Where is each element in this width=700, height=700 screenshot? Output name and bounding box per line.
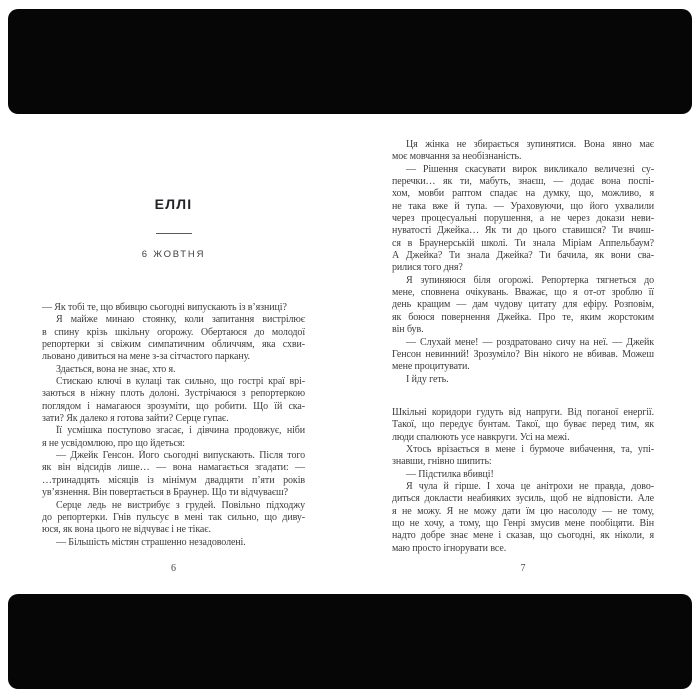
text-line: Стискаю ключі в кулаці так сильно, що гострі краї врі-: [56, 376, 305, 388]
text-line: не така вже й тупа. — Ураховуючи, що його ухвалили: [392, 200, 654, 212]
text-line: через процесуальні порушення, а не через докази неви-: [392, 213, 654, 225]
text-line: Я майже минаю стоянку, коли запитання вистрілює: [56, 314, 305, 326]
text-line: я не усвідомлюю, про що йдеться:: [42, 437, 185, 449]
text-line: заються в ніжну плоть долоні. Зустрічаюся з репортеркою: [42, 388, 305, 400]
text-line: надто добре знає мене і сказав, що сьогодні, як ніколи, я: [392, 530, 654, 542]
text-line: день кращим — дам чудову цитату для ефіру. Розповім,: [392, 299, 654, 311]
left-page: [42, 0, 305, 700]
text-line: — Як тобі те, що вбивцю сьогодні випускають із в’язниці?: [42, 302, 287, 313]
text-line: — Рішення скасувати вирок викликало величезні су-: [406, 163, 654, 175]
text-line: Я зупиняюся біля огорожі. Репортерка тягнеться до: [406, 274, 654, 286]
text-line: ув’язнення. Він повертається в Браунер. Що ти відчуваєш?: [42, 487, 288, 499]
text-line: маю просто ігнорувати все.: [392, 542, 507, 554]
right-page-number: 7: [520, 563, 526, 574]
text-line: Ця жінка не збирається зупинятися. Вона явно має: [406, 139, 654, 150]
text-line: він був.: [392, 324, 424, 336]
text-line: Серце ледь не вистрибує з грудей. Повільно підходжу: [56, 499, 305, 511]
right-page-text-section-1: [392, 139, 654, 386]
text-line: поглядом і намагаюся зрозуміти, що робити. Що їй ска-: [42, 400, 305, 412]
text-line: — Слухай мене! — роздратовано сичу на неї. — Джейк: [406, 336, 654, 348]
text-line: рилися того дня?: [392, 262, 463, 274]
text-line: люди спалюють усе навкруги. Усі на межі.: [392, 431, 570, 443]
text-line: льовано дивиться на мене з-за сітчастого паркану.: [42, 351, 250, 363]
text-line: репортерки зі свіжим симпатичним обличчям, яка схви-: [42, 339, 305, 351]
text-line: зати? Як далеко я готова зайти? Серце гупає.: [42, 413, 229, 425]
text-line: — Більшість містян страшенно незадоволені.: [56, 536, 246, 548]
chapter-date: 6 ЖОВТНЯ: [141, 249, 206, 260]
text-line: А Джейка? Ти знала Джейка? Ти бачила, як вони сва-: [392, 250, 654, 262]
text-line: ся в Браунерській школі. Ти знала Міріам Аппельбаум?: [392, 237, 654, 249]
text-line: я не можу. Я не можу дати їм цю насолоду — не тому,: [392, 505, 654, 517]
text-line: моє мовчання за необізнаність.: [392, 151, 522, 163]
right-page: [392, 0, 654, 700]
text-line: Я чула й гірше. І хоча це анітрохи не правда, дово-: [406, 481, 654, 493]
left-page-text: [42, 302, 305, 549]
text-line: як він відсидів лише… — вона намагається згадати: —: [42, 462, 305, 474]
text-line: …тринадцять місяців із мінімум двадцяти п’яти років: [42, 474, 305, 486]
text-line: як боюся повернення Джейка. Про те, яким жорстоким: [392, 311, 654, 323]
text-line: мене процитувати.: [392, 361, 470, 373]
text-line: нуватості Джейка… Як ти до цього ставишся? Ти вчиш-: [392, 225, 654, 237]
text-line: мене, сповнена очікувань. Вважає, що я от-от зроблю її: [392, 287, 654, 299]
text-line: диться докласти неабияких зусиль, щоб не відповісти. Але: [392, 493, 654, 505]
text-line: до репортерки. Гнів пульсує в мені так сильно, що диву-: [42, 511, 305, 523]
right-page-text-section-2: [392, 407, 654, 555]
text-line: хом, мовби раптом спадає на думку, що, можливо, я: [392, 188, 654, 200]
text-line: Хтось врізається в мене і бурмоче вибачення, та, упі-: [406, 444, 654, 456]
text-line: Такої, що передує бунтам. Такої, що буває перед тим, як: [392, 419, 654, 431]
text-line: — Джейк Генсон. Його сьогодні випускають. Після того: [56, 450, 305, 462]
text-line: перечки… як ти, мабуть, знаєш, — додає вона поспі-: [392, 176, 654, 188]
text-line: що не хочу, а тому, що Генрі змусив мене пообіцяти. Він: [392, 518, 654, 530]
chapter-divider-line: [156, 233, 192, 234]
text-line: Шкільні коридори гудуть від напруги. Від поганої енергії.: [392, 407, 654, 418]
text-line: Здається, вона не знає, хто я.: [56, 363, 176, 375]
text-line: юся, як вона цього не відчуває і не тікає.: [42, 524, 211, 536]
text-line: знавши, гнівно шипить:: [392, 456, 492, 468]
text-line: в спину крізь шкільну огорожу. Обертаюся до молодої: [42, 326, 305, 338]
text-line: Генсон невинний! Зрозуміло? Він нікого не вбивав. Можеш: [392, 348, 654, 360]
text-line: — Підстилка вбивці!: [406, 468, 494, 480]
text-line: Її усмішка поступово згасає, і дівчина продовжує, ніби: [56, 425, 305, 437]
left-page-number: 6: [171, 563, 176, 574]
chapter-title: ЕЛЛІ: [154, 196, 193, 212]
text-line: І йду геть.: [406, 373, 449, 385]
